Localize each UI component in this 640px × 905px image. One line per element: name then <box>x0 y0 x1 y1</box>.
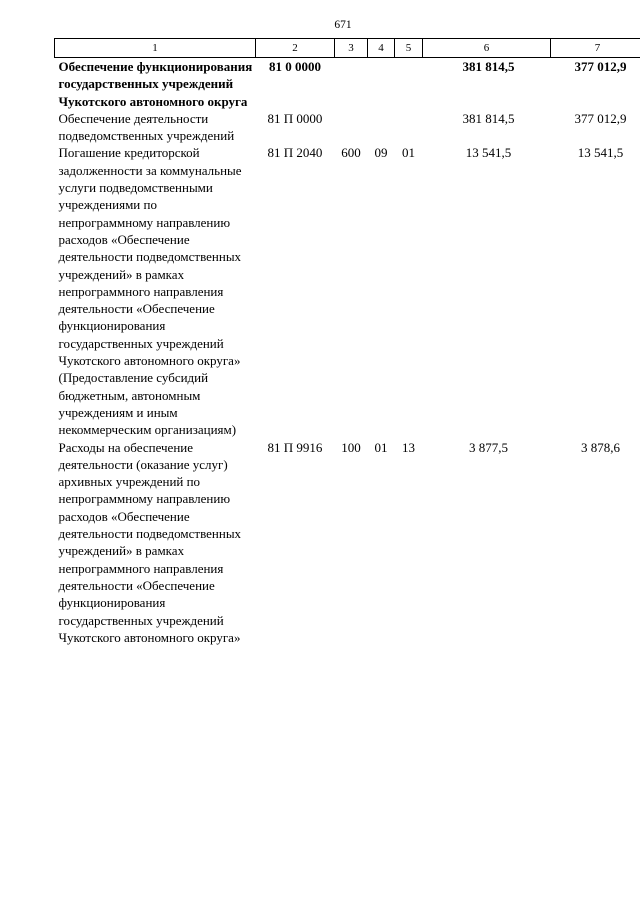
row-pr <box>395 110 423 145</box>
column-header-name: 1 <box>55 39 256 58</box>
row-csr: 81 0 0000 <box>269 59 321 74</box>
row-sum2: 3 878,6 <box>581 439 620 455</box>
row-name: Погашение кредиторской задолженности за коммунальные услуги подведомственными учреждениями по непрограммному направлению расходов «Обеспечение деятельности подведомственных учреждений» в рамках непрограммного направления деятельности «Обеспечение функционирования государственных учреждений Чукотского автономного округа» (Предоставление субсидий бюджетным, автономным учреждениям и иным некоммерческим организациям) <box>58 145 242 438</box>
row-vr <box>335 58 368 110</box>
row-sum1: 13 541,5 <box>465 145 512 161</box>
column-header-csr: 2 <box>256 39 335 58</box>
row-sum2: 13 541,5 <box>577 145 624 161</box>
column-header-vr: 3 <box>335 39 368 58</box>
table-row <box>55 439 640 647</box>
row-rz <box>368 58 395 110</box>
row-sum2: 377 012,9 <box>574 59 627 74</box>
budget-table <box>54 38 640 646</box>
table-row <box>55 58 640 110</box>
row-vr: 100 <box>341 439 361 455</box>
row-name: Обеспечение деятельности подведомственных учреждений <box>58 110 235 144</box>
column-header-pr: 5 <box>395 39 423 58</box>
row-sum2: 377 012,9 <box>574 110 627 126</box>
column-header-rz: 4 <box>368 39 395 58</box>
row-vr: 600 <box>341 145 361 161</box>
page-number: 671 <box>334 19 352 31</box>
row-rz: 01 <box>374 439 388 455</box>
row-rz <box>368 110 395 145</box>
table-row <box>55 144 640 438</box>
row-csr: 81 П 2040 <box>267 145 323 161</box>
row-pr: 01 <box>402 145 415 161</box>
table-header <box>55 39 640 58</box>
row-sum1: 381 814,5 <box>462 110 515 126</box>
row-name: Расходы на обеспечение деятельности (оказание услуг) архивных учреждений по непрограммному направлению расходов «Обеспечение деятельности подведомственных учреждений» в рамках непрограммного направления деятельности «Обеспечение функционирования государственных учреждений Чукотского автономного округа» <box>58 439 242 645</box>
row-sum1: 3 877,5 <box>469 439 508 455</box>
row-name: Обеспечение функционирования государственных учреждений Чукотского автономного округа <box>58 59 253 109</box>
column-header-sum1: 6 <box>423 39 551 58</box>
header-row <box>55 39 640 58</box>
row-sum1: 381 814,5 <box>462 59 515 74</box>
table-body <box>55 58 640 647</box>
row-csr: 81 П 0000 <box>267 110 323 126</box>
row-pr: 13 <box>402 439 415 455</box>
row-rz: 09 <box>374 145 388 161</box>
row-csr: 81 П 9916 <box>267 439 323 455</box>
table-row <box>55 110 640 145</box>
row-pr <box>395 58 423 110</box>
column-header-sum2: 7 <box>551 39 640 58</box>
row-vr <box>335 110 368 145</box>
